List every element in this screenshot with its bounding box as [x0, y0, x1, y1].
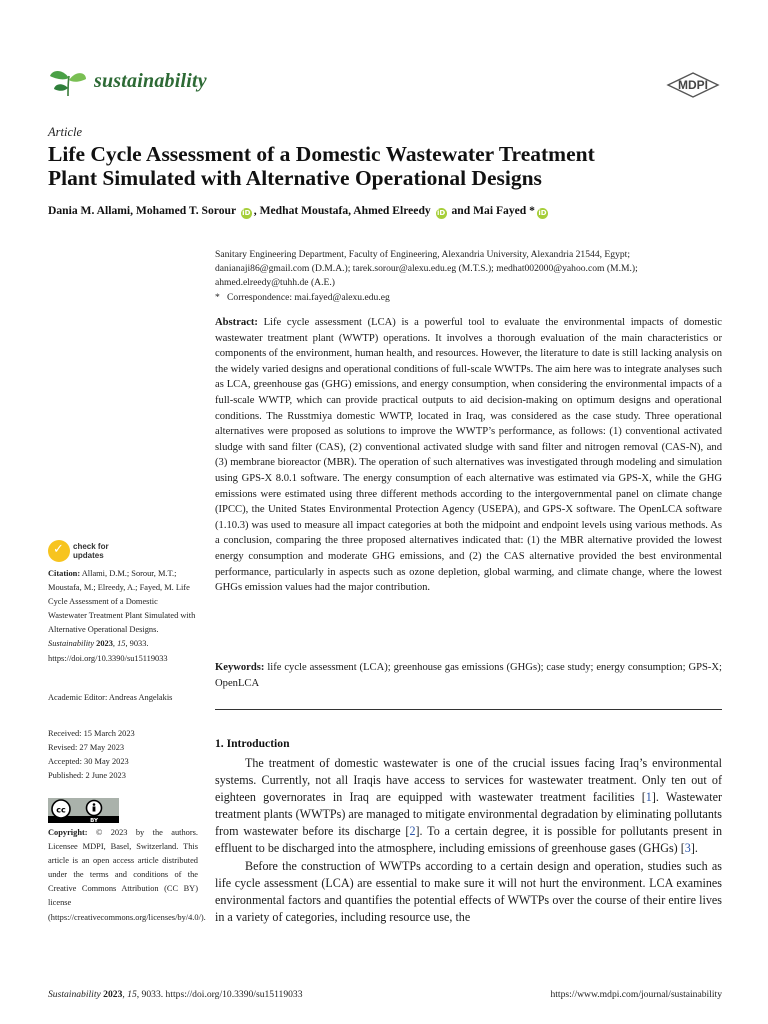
intro-paragraph-1	[215, 755, 722, 858]
check-for-updates-badge[interactable]	[48, 540, 128, 566]
citation-year: 2023	[96, 639, 113, 649]
author-list	[48, 204, 748, 219]
intro-paragraph-2: Before the construction of WWTPs according to a certain design and operation, studies such as life cycle assessment (LCA) are essential to make sure it will not hurt the environment. LCA examines environmental factors and quantifies the potential effects of WWTPs over the course of their entire lives in a variety of categories, including resource use, the	[215, 858, 722, 924]
footer-year: 2023	[103, 989, 123, 1000]
affiliation-line-3: ahmed.elreedy@tuhh.de (A.E.)	[215, 277, 335, 289]
correspondence-star: *	[215, 291, 220, 303]
footer-journal-url[interactable]: https://www.mdpi.com/journal/sustainability	[550, 989, 722, 1000]
abstract-text: Life cycle assessment (LCA) is a powerful tool to evaluate the environmental impacts of domestic wastewater treatment plant (WWTP) operations. It involves a thorough evaluation of the main characteristics or components of the environment, human health, and resources. However, the literature to date is still lacking analysis on the widely varied designs and operational conditions of full-scale WWTPs. The aim here was to integrate analyses such as LCA, greenhouse gas (GHG) emissions, and energy consumption, when considering the environmental impacts of a full-scale WWTP, which can provide practical outputs to aid decision-making on optimum designs and operational conditions. The Russtmiya domestic WWTP, located in Iraq, was considered as the case study. Three operational alternatives were proposed as solutions to improve the WWTP’s performance, as follows: (1) conventional activated sludge with sand filter (CAS), (2) conventional activated sludge with sand filter and nitrogen removal (CAS-N), and (3) membrane bioreactor (MBR). The operation of such alternatives was investigated through modeling and simulation using GPS-X 8.0.1 software. The energy consumption of each alternative was estimated via GPS-X, while the GHG emissions were estimated using three different methods according to the intergovernmental panel on climate change (IPCC), the United States Environmental Protection Agency (USEPA), and GPS-X software. The OpenLCA software (1.10.3) was used to measure all impact categories at both the midpoint and endpoint levels using various methods. As a conclusion, comparing the three proposed alternatives indicated that: (1) the MBR alternative provided the lowest energy consumption and moderate GHG emissions, and (2) the CAS alternative provided the best environmental performance, particularly in aspects such as ozone depletion, global warming, and climate change, where the lowest GHGs emission values had the major contribution.	[215, 317, 722, 594]
title-line-2: Plant Simulated with Alternative Operational Designs	[48, 166, 542, 190]
copyright-text: © 2023 by the authors. Licensee MDPI, Basel, Switzerland. This article is an open access article distributed under the terms and conditions of the Creative Commons Attribution (CC BY) license (https://creativecommons.org/licenses/by/4.0/).	[48, 828, 206, 922]
footer-citation: Sustainability 2023, 15, 9033. https://doi.org/10.3390/su15119033	[48, 989, 303, 1000]
copyright-label: Copyright:	[48, 828, 88, 837]
title-line-1: Life Cycle Assessment of a Domestic Wastewater Treatment	[48, 142, 595, 166]
intro-text-c: ]. To a certain degree, it is possible for pollutants present in effluent to be discharged into the atmosphere, including emissions of greenhouse gases (GHGs) [	[215, 824, 722, 856]
citation-link-2[interactable]: 2	[409, 824, 416, 839]
intro-text-d: ].	[690, 841, 698, 856]
copyright-block	[48, 826, 206, 925]
journal-name[interactable]: sustainability	[94, 70, 207, 92]
intro-text-b: ]. Wastewater treatment plants (WWTPs) are managed to mitigate environmental degradation by eliminating pollutants from wastewater before its discharge [	[215, 790, 722, 839]
correspondence-text: Correspondence: mai.fayed@alexu.edu.eg	[227, 291, 390, 303]
citation-label: Citation:	[48, 569, 81, 578]
received-date: Received: 15 March 2023	[48, 729, 135, 738]
cc-label: BY	[90, 818, 98, 823]
article-title	[48, 142, 728, 190]
journal-leaf-logo-icon	[48, 66, 88, 98]
footer-volume: 15	[127, 989, 137, 1000]
introduction-heading: 1. Introduction	[215, 737, 290, 750]
citation-journal: Sustainability	[48, 639, 95, 649]
author-group-3: , Medhat Moustafa, Ahmed Elreedy	[253, 204, 434, 217]
citation-doi[interactable]: , 9033. https://doi.org/10.3390/su15119033	[48, 639, 168, 663]
citation-block: Citation: Allami, D.M.; Sorour, M.T.; Moustafa, M.; Elreedy, A.; Fayed, M. Life Cycle Assessment of a Domestic Wastewater Treatment Plant Simulated with Alternative Operational Designs. Sustainability 2023, 15, 9033. https://doi.org/10.3390/su15119033	[48, 569, 196, 663]
orcid-icon[interactable]: iD	[436, 209, 446, 217]
orcid-icon[interactable]: iD	[538, 209, 547, 217]
article-type: Article	[48, 125, 83, 139]
accepted-date: Accepted: 30 May 2023	[48, 757, 129, 767]
affiliation-block	[215, 248, 725, 305]
orcid-icon[interactable]: iD	[242, 209, 251, 217]
published-date: Published: 2 June 2023	[48, 771, 126, 781]
introduction-body	[215, 755, 722, 926]
keywords-text: life cycle assessment (LCA); greenhouse gas emissions (GHGs); case study; energy consumption; GPS-X; OpenLCA	[215, 662, 722, 689]
keywords	[215, 660, 722, 691]
correspondence	[215, 291, 725, 305]
citation-volume: 15	[117, 639, 126, 649]
abstract	[215, 315, 722, 596]
author-group-4: and Mai Fayed *	[448, 204, 535, 217]
dates-block	[48, 727, 198, 783]
author-group-2: Mohamed T. Sorour	[135, 204, 239, 217]
abstract-label: Abstract:	[215, 317, 258, 328]
citation-link-3[interactable]: 3	[684, 841, 691, 856]
cc-by-license-icon[interactable]	[48, 798, 119, 823]
svg-text:cc: cc	[56, 805, 66, 815]
publisher-name: MDPI	[678, 78, 708, 92]
affiliation-line-2: danianaji86@gmail.com (D.M.A.); tarek.sorour@alexu.edu.eg (M.T.S.); medhat002000@yahoo.com (M.M.);	[215, 263, 638, 275]
citation-text: Allami, D.M.; Sorour, M.T.; Moustafa, M.; Elreedy, A.; Fayed, M. Life Cycle Assessment of a Domestic Wastewater Treatment Plant Simulated with Alternative Operational Designs.	[48, 569, 196, 635]
keywords-label: Keywords:	[215, 662, 265, 673]
author-group-1: Dania M. Allami,	[48, 204, 136, 217]
check-line-2: updates	[73, 551, 104, 560]
check-line-1: check for	[73, 542, 109, 551]
footer-doi[interactable]: , 9033. https://doi.org/10.3390/su15119033	[136, 989, 303, 1000]
affiliation-line-1: Sanitary Engineering Department, Faculty of Engineering, Alexandria University, Alexandria 21544, Egypt;	[215, 249, 630, 260]
revised-date: Revised: 27 May 2023	[48, 743, 125, 753]
section-divider	[215, 709, 722, 710]
checkmark-icon: ✓	[53, 542, 64, 557]
footer-journal: Sustainability	[48, 989, 101, 1000]
intro-text-a: The treatment of domestic wastewater is one of the crucial issues facing Iraq’s environmental systems. Currently, not all Iraqis have access to services for wastewater treatment. Only ten out of eighteen governorates in Iraq are equipped with wastewater treatment facilities [	[215, 756, 722, 805]
check-updates-text	[73, 542, 109, 560]
academic-editor: Academic Editor: Andreas Angelakis	[48, 693, 173, 702]
mdpi-logo-icon[interactable]	[666, 72, 720, 98]
citation-link-1[interactable]: 1	[645, 790, 652, 805]
